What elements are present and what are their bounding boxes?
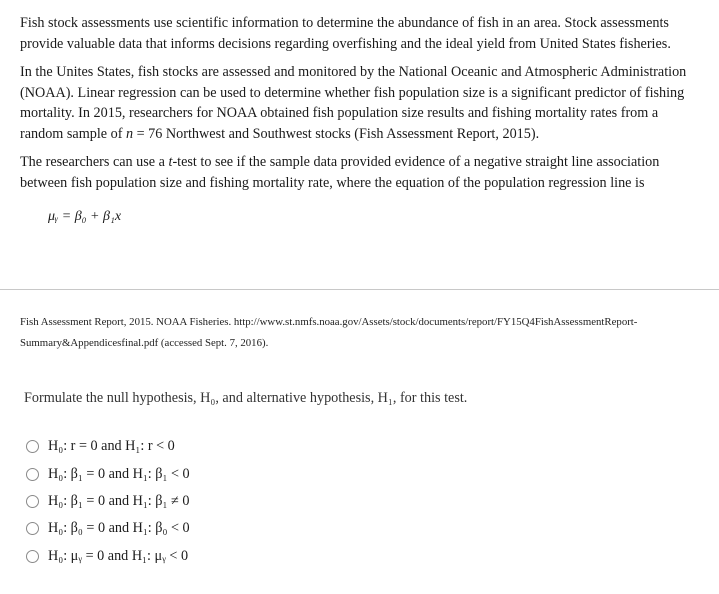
option-label: H₀: β₁ = 0 and H₁: β₁ ≠ 0 — [48, 492, 190, 509]
radio-button[interactable] — [26, 495, 39, 508]
intro-paragraph: Fish stock assessments use scientific information to determine the abundance of fish in an area. Stock assessments provide valuable data that informs decisions regarding overfishing and the ideal yield from United States fisheries. — [20, 15, 671, 52]
radio-button[interactable] — [26, 468, 39, 481]
sample-size-var: n — [125, 125, 134, 142]
regression-equation: μᵧ = β₀ + β₁x — [48, 209, 122, 224]
radio-button[interactable] — [26, 550, 39, 563]
t-var: t — [168, 154, 173, 170]
study-text-2: Northwest and Southwest stocks (Fish Assessment Report, 2015). — [162, 125, 540, 142]
option-label: H₀: r = 0 and H₁: r < 0 — [48, 437, 175, 454]
divider — [0, 289, 719, 290]
study-text-1: In the Unites States, fish stocks are assessed and monitored by the National Oceanic and Atmospheric Administration (NOAA). Linear regression can be used to determine whether fish population size is a significant predictor of fishing mortality. In 2015, researchers for NOAA obtained fish population size results and fishing mortality rates from a random sample of — [20, 64, 687, 142]
option-label: H₀: β₁ = 0 and H₁: β₁ < 0 — [48, 465, 190, 482]
option-1[interactable] — [26, 436, 175, 456]
option-label: H₀: β₀ = 0 and H₁: β₀ < 0 — [48, 519, 190, 536]
option-3[interactable] — [26, 491, 189, 511]
test-paragraph — [20, 152, 700, 193]
radio-button[interactable] — [26, 522, 39, 535]
option-5[interactable] — [26, 546, 188, 566]
citation: Fish Assessment Report, 2015. NOAA Fisheries. http://www.st.nmfs.noaa.gov/Assets/stock/documents/report/FY15Q4FishAssessmentReport-Summary&Appendicesfinal.pdf (accessed Sept. 7, 2016). — [20, 316, 638, 349]
sample-size-value: = 76 — [133, 125, 163, 142]
option-2[interactable] — [26, 464, 190, 484]
radio-button[interactable] — [26, 440, 39, 453]
question-prompt: Formulate the null hypothesis, H₀, and alternative hypothesis, H₁, for this test. — [24, 390, 468, 406]
option-label: H₀: μᵧ = 0 and H₁: μᵧ < 0 — [48, 547, 189, 564]
option-4[interactable] — [26, 518, 190, 538]
study-paragraph — [20, 62, 700, 144]
test-text-2: -test to see if the sample data provided evidence of a negative straight line association between fish population size and fishing mortality rate, where the equation of the population regression line is — [20, 154, 660, 191]
test-text-1: The researchers can use a — [20, 154, 169, 170]
